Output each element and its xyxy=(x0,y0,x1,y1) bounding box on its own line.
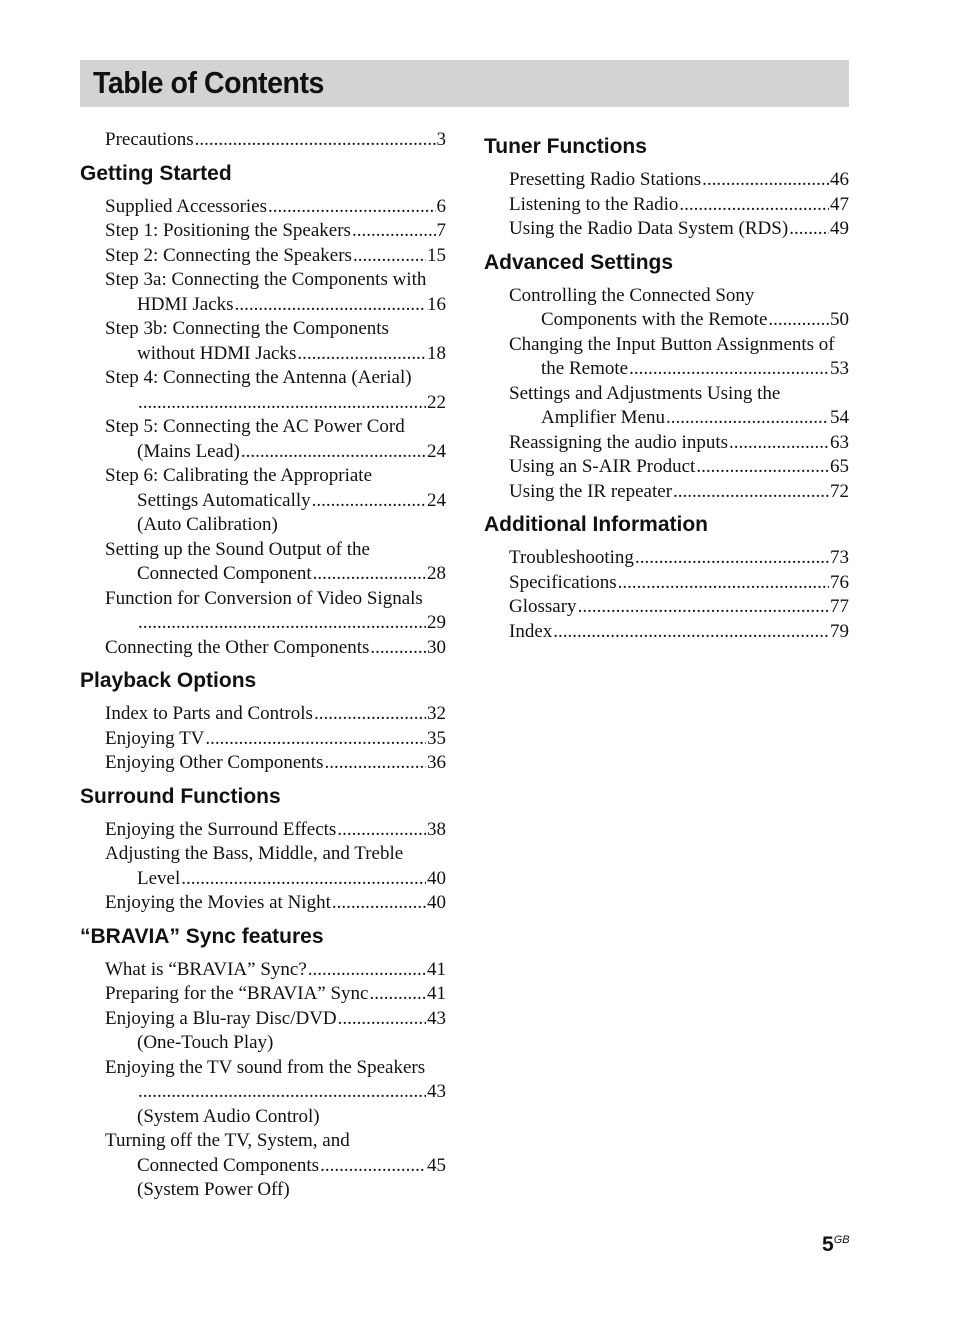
toc-entry-page: 41 xyxy=(427,958,446,980)
section-entries xyxy=(484,168,849,242)
toc-entry-title: Turning off the TV, System, and xyxy=(105,1130,350,1151)
toc-entry-page: 45 xyxy=(427,1154,446,1176)
page-number xyxy=(822,1233,850,1257)
toc-column-right xyxy=(484,126,849,644)
toc-entry-title: Using an S-AIR Product xyxy=(509,456,696,477)
toc-entry[interactable] xyxy=(105,1056,446,1130)
section-entries xyxy=(484,284,849,505)
toc-entry-title: Level xyxy=(137,867,181,889)
toc-entry-page: 24 xyxy=(427,440,446,462)
dot-leader xyxy=(181,867,426,892)
toc-entry[interactable] xyxy=(105,1129,446,1203)
section-entries xyxy=(80,818,446,916)
section-entries xyxy=(80,128,446,153)
dot-leader xyxy=(553,620,829,645)
toc-entry-title: Glossary xyxy=(509,596,577,617)
toc-entry-title: What is “BRAVIA” Sync? xyxy=(105,958,307,980)
toc-entry-page: 47 xyxy=(830,193,849,215)
toc-entry-page: 50 xyxy=(830,309,849,330)
toc-entry-title: Supplied Accessories xyxy=(105,195,268,217)
section-heading: Surround Functions xyxy=(80,784,281,808)
toc-entry-page: 18 xyxy=(427,342,446,364)
toc-entry-title: Presetting Radio Stations xyxy=(509,169,702,190)
toc-entry-page: 65 xyxy=(830,456,849,477)
toc-entry-title: without HDMI Jacks xyxy=(137,342,297,364)
dot-leader xyxy=(297,342,426,367)
toc-entry-title: Controlling the Connected Sony xyxy=(509,284,755,306)
toc-entry[interactable] xyxy=(509,168,849,193)
toc-entry-title: Settings Automatically xyxy=(137,489,311,511)
toc-entry-title: Precautions xyxy=(105,129,194,150)
toc-entry-title: Adjusting the Bass, Middle, and Treble xyxy=(105,843,404,864)
toc-entry-page: 77 xyxy=(830,596,849,617)
dot-leader xyxy=(673,480,829,505)
toc-entry[interactable] xyxy=(105,195,446,220)
toc-entry-title: Enjoying the TV sound from the Speakers xyxy=(105,1056,426,1078)
toc-entry-title: HDMI Jacks xyxy=(137,293,234,315)
toc-entry-title: Step 3b: Connecting the Components xyxy=(105,318,389,339)
dot-leader xyxy=(312,489,426,514)
toc-entry[interactable] xyxy=(509,455,849,480)
dot-leader xyxy=(768,308,829,333)
dot-leader xyxy=(679,193,829,218)
dot-leader xyxy=(578,595,829,620)
dot-leader xyxy=(635,546,829,571)
dot-leader xyxy=(320,1154,426,1179)
toc-entry[interactable] xyxy=(509,546,849,571)
section-heading: “BRAVIA” Sync features xyxy=(80,924,324,948)
toc-entry-page: 76 xyxy=(830,571,849,593)
toc-entry-page: 28 xyxy=(427,563,446,584)
toc-entry-title: Preparing for the “BRAVIA” Sync xyxy=(105,983,369,1004)
toc-entry-page: 54 xyxy=(830,407,849,428)
toc-entry-page: 72 xyxy=(830,480,849,502)
dot-leader xyxy=(618,571,829,596)
toc-entry-note: (Auto Calibration) xyxy=(137,514,278,535)
dot-leader xyxy=(696,455,829,480)
toc-entry-title: Troubleshooting xyxy=(509,547,634,568)
toc-entry[interactable] xyxy=(509,284,849,333)
toc-entry-title: Step 2: Connecting the Speakers xyxy=(105,244,352,266)
toc-entry-page: 32 xyxy=(427,703,446,724)
toc-entry-title: Components with the Remote xyxy=(541,309,768,330)
toc-entry-title: Connected Component xyxy=(137,563,312,584)
toc-entry-title: Index to Parts and Controls xyxy=(105,703,313,724)
toc-entry-page: 63 xyxy=(830,431,849,453)
toc-entry[interactable] xyxy=(105,1007,446,1056)
toc-entry[interactable] xyxy=(105,842,446,891)
toc-entry-title: Amplifier Menu xyxy=(541,407,666,428)
toc-entry-title: (Mains Lead) xyxy=(137,440,240,462)
toc-entry-page: 3 xyxy=(436,129,446,150)
toc-entry-page: 40 xyxy=(427,867,446,889)
page-number-suffix: GB xyxy=(833,1234,850,1246)
toc-entry-title: Connecting the Other Components xyxy=(105,636,370,658)
dot-leader xyxy=(338,1007,426,1032)
section-heading: Getting Started xyxy=(80,161,232,185)
toc-entry-title: Enjoying the Movies at Night xyxy=(105,892,331,913)
toc-entry[interactable] xyxy=(105,317,446,366)
toc-entry-title: Step 6: Calibrating the Appropriate xyxy=(105,465,373,486)
dot-leader xyxy=(337,818,426,843)
toc-entry-page: 35 xyxy=(427,727,446,749)
toc-entry-page: 43 xyxy=(427,1081,446,1102)
toc-entry[interactable] xyxy=(509,431,849,456)
section-entries xyxy=(80,958,446,1203)
page-number-value: 5 xyxy=(822,1233,834,1256)
toc-entry[interactable] xyxy=(105,128,446,153)
toc-entry-title: Enjoying the Surround Effects xyxy=(105,818,337,840)
toc-entry-page: 38 xyxy=(427,818,446,840)
section-heading: Tuner Functions xyxy=(484,135,647,158)
toc-entry-title: Settings and Adjustments Using the xyxy=(509,382,781,404)
dot-leader xyxy=(789,217,829,242)
dot-leader xyxy=(353,244,426,269)
dot-leader xyxy=(308,958,426,983)
toc-entry-title: Setting up the Sound Output of the xyxy=(105,538,370,560)
toc-entry[interactable] xyxy=(105,818,446,843)
toc-entry-title: Using the IR repeater xyxy=(509,480,673,502)
toc-entry-title: Specifications xyxy=(509,571,617,593)
toc-entry[interactable] xyxy=(509,333,849,382)
toc-entry[interactable] xyxy=(105,727,446,752)
section-entries xyxy=(80,702,446,776)
toc-entry-page: 46 xyxy=(830,169,849,190)
toc-entry-title: Changing the Input Button Assignments of xyxy=(509,333,835,355)
toc-entry-title: Connected Components xyxy=(137,1154,320,1176)
toc-entry[interactable] xyxy=(105,891,446,916)
toc-entry-title: Listening to the Radio xyxy=(509,193,679,215)
toc-entry[interactable] xyxy=(105,415,446,464)
toc-entry-note: (System Power Off) xyxy=(137,1179,290,1200)
toc-entry[interactable] xyxy=(105,244,446,269)
toc-entry-page: 22 xyxy=(427,391,446,413)
dot-leader xyxy=(313,562,426,587)
toc-entry[interactable] xyxy=(105,958,446,983)
toc-entry-title: Enjoying a Blu-ray Disc/DVD xyxy=(105,1007,337,1029)
toc-entry-title: Index xyxy=(509,620,553,642)
toc-entry[interactable] xyxy=(509,571,849,596)
toc-entry[interactable] xyxy=(105,636,446,661)
toc-entry-page: 29 xyxy=(427,612,446,633)
toc-entry-page: 16 xyxy=(427,293,446,315)
toc-entry-title: Enjoying Other Components xyxy=(105,752,324,773)
toc-entry-title: Function for Conversion of Video Signals xyxy=(105,587,423,609)
dot-leader xyxy=(352,219,436,244)
toc-entry-page: 30 xyxy=(427,636,446,658)
toc-column-left xyxy=(80,126,446,1203)
toc-entry-title: Step 5: Connecting the AC Power Cord xyxy=(105,416,405,437)
toc-entry[interactable] xyxy=(509,193,849,218)
dot-leader xyxy=(370,982,427,1007)
dot-leader xyxy=(138,611,426,636)
dot-leader xyxy=(235,293,426,318)
toc-entry-title: the Remote xyxy=(541,358,629,379)
toc-entry-page: 15 xyxy=(427,244,446,266)
dot-leader xyxy=(629,357,829,382)
toc-entry-title: Using the Radio Data System (RDS) xyxy=(509,218,789,239)
section-entries xyxy=(80,195,446,661)
toc-entry[interactable] xyxy=(509,480,849,505)
toc-entry[interactable] xyxy=(105,702,446,727)
toc-entry-page: 41 xyxy=(427,983,446,1004)
dot-leader xyxy=(324,751,426,776)
toc-entry-page: 7 xyxy=(436,220,446,241)
toc-entry-page: 73 xyxy=(830,547,849,568)
toc-entry[interactable] xyxy=(509,382,849,431)
dot-leader xyxy=(666,406,829,431)
toc-entry[interactable] xyxy=(105,538,446,587)
toc-entry-title: Step 1: Positioning the Speakers xyxy=(105,220,351,241)
dot-leader xyxy=(138,391,426,416)
title-bar xyxy=(80,60,849,107)
toc-entry-page: 43 xyxy=(427,1007,446,1029)
section-heading: Playback Options xyxy=(80,669,257,692)
toc-entry-page: 49 xyxy=(830,218,849,239)
toc-entry-page: 53 xyxy=(830,358,849,379)
dot-leader xyxy=(241,440,426,465)
toc-entry-page: 24 xyxy=(427,489,446,511)
section-heading: Additional Information xyxy=(484,513,708,536)
toc-entry[interactable] xyxy=(105,982,446,1007)
toc-entry[interactable] xyxy=(509,595,849,620)
section-heading: Advanced Settings xyxy=(484,250,674,274)
toc-entry[interactable] xyxy=(509,217,849,242)
toc-entry-page: 40 xyxy=(427,892,446,913)
dot-leader xyxy=(205,727,426,752)
toc-entry-title: Enjoying TV xyxy=(105,727,205,749)
toc-entry[interactable] xyxy=(509,620,849,645)
dot-leader xyxy=(268,195,435,220)
dot-leader xyxy=(314,702,426,727)
toc-entry[interactable] xyxy=(105,464,446,538)
dot-leader xyxy=(332,891,426,916)
toc-entry[interactable] xyxy=(105,219,446,244)
dot-leader xyxy=(138,1080,426,1105)
toc-entry[interactable] xyxy=(105,366,446,415)
toc-entry[interactable] xyxy=(105,751,446,776)
dot-leader xyxy=(370,636,426,661)
dot-leader xyxy=(702,168,829,193)
toc-entry-title: Reassigning the audio inputs xyxy=(509,431,729,453)
toc-entry-title: Step 3a: Connecting the Components with xyxy=(105,269,427,290)
toc-entry[interactable] xyxy=(105,587,446,636)
page-title: Table of Contents xyxy=(93,65,324,100)
toc-entry-page: 79 xyxy=(830,620,849,642)
dot-leader xyxy=(195,128,436,153)
toc-entry-page: 6 xyxy=(436,195,446,217)
toc-entry-page: 36 xyxy=(427,752,446,773)
section-entries xyxy=(484,546,849,644)
toc-entry-note: (One-Touch Play) xyxy=(137,1032,274,1053)
dot-leader xyxy=(729,431,829,456)
toc-entry-note: (System Audio Control) xyxy=(137,1105,320,1127)
toc-entry[interactable] xyxy=(105,268,446,317)
toc-entry-title: Step 4: Connecting the Antenna (Aerial) xyxy=(105,367,412,388)
